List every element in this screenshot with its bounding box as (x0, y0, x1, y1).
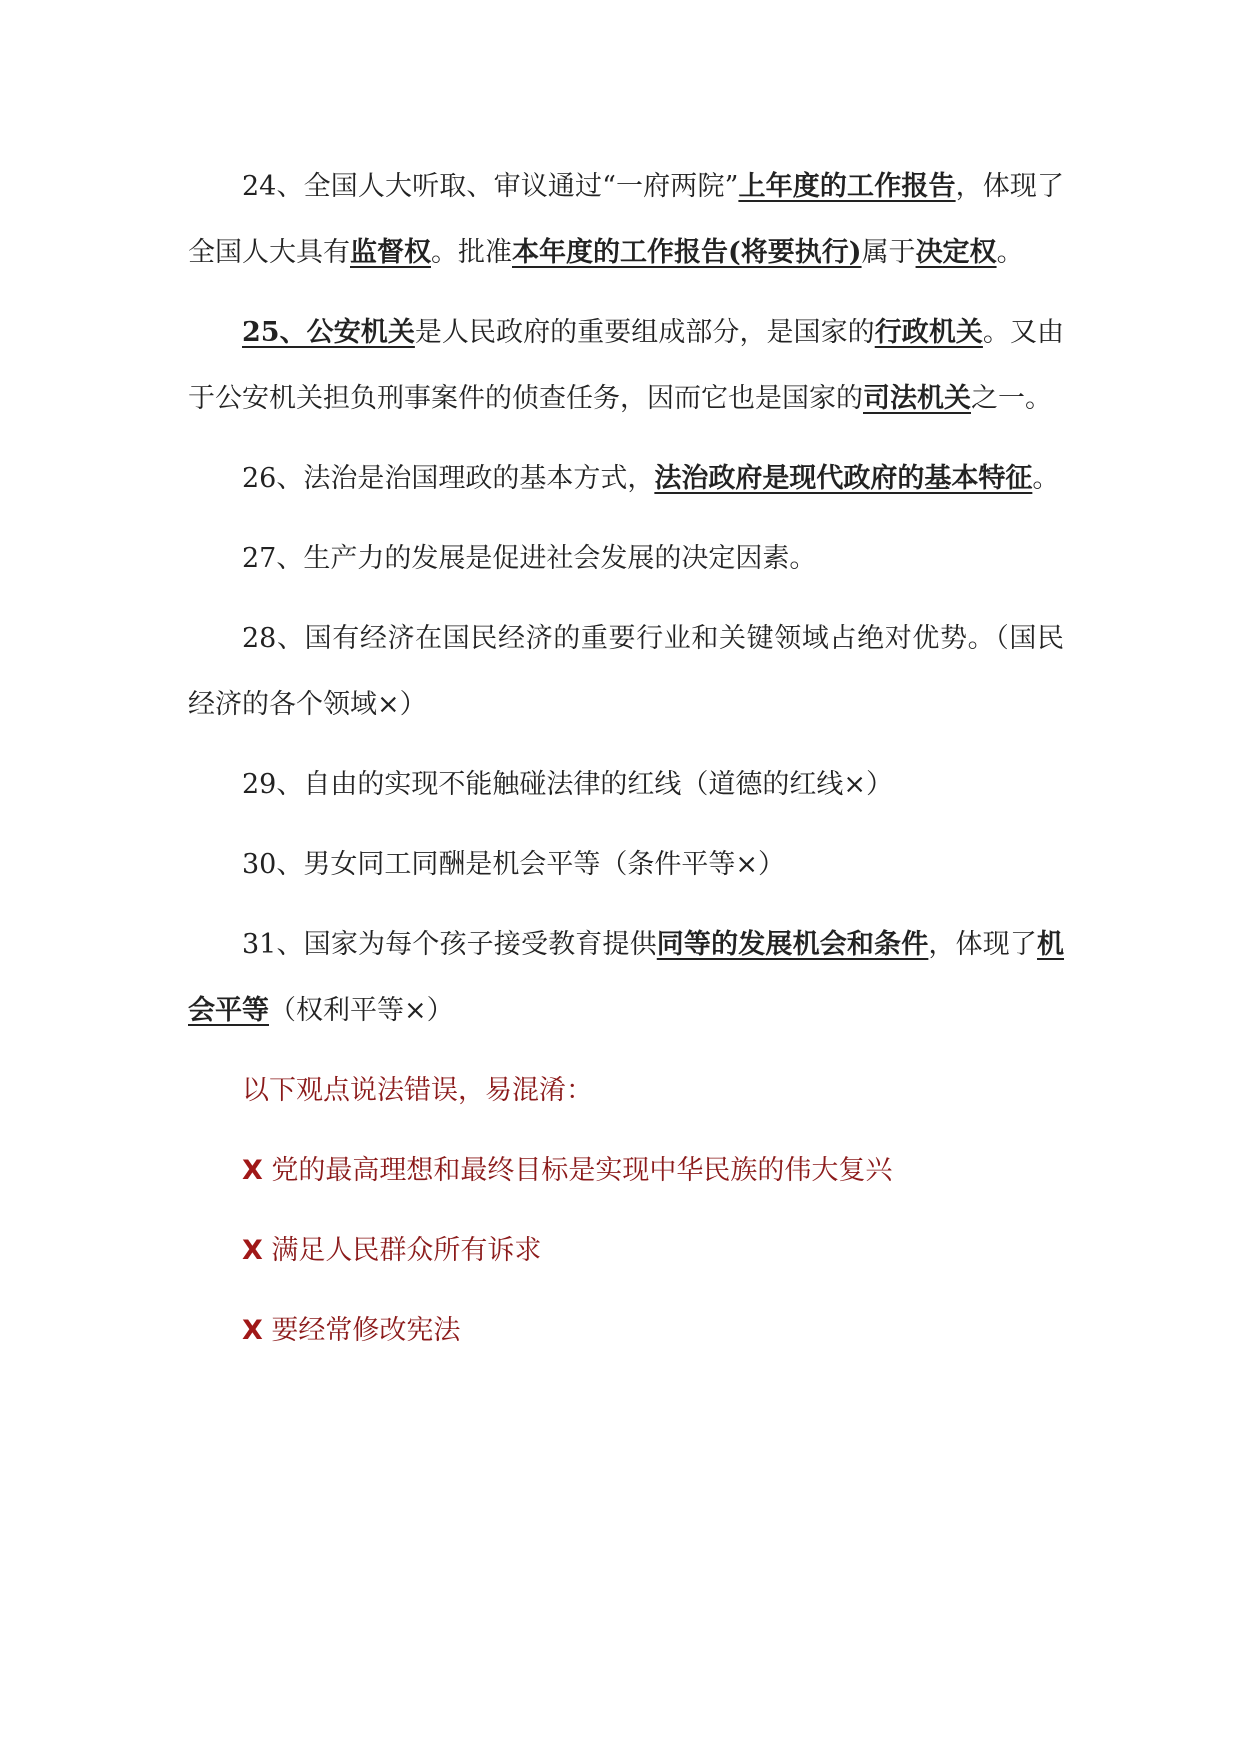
item-25-text-2: 。又由于公安机关担负刑事案件的侦查任务，因而它也是国家的 (188, 317, 1065, 414)
item-24-key-3: 本年度的工作报告(将要执行) (512, 237, 862, 268)
document-page (188, 154, 1064, 1364)
item-27 (188, 526, 1064, 592)
item-28 (188, 606, 1064, 738)
error-item (188, 1218, 1064, 1284)
x-mark-icon: X (242, 1315, 263, 1346)
item-24-text-4: 属于 (861, 237, 916, 268)
item-26-text-1: 26、法治是治国理政的基本方式， (242, 463, 655, 494)
item-24-text-2: ，体现了全国人大具有 (188, 171, 1065, 268)
item-27-text: 27、生产力的发展是促进社会发展的决定因素。 (242, 543, 817, 574)
item-30-text: 30、男女同工同酬是机会平等（条件平等×） (242, 849, 785, 880)
error-item-text: 党的最高理想和最终目标是实现中华民族的伟大复兴 (271, 1155, 893, 1186)
item-31-text-2: ，体现了 (928, 929, 1038, 960)
x-mark-icon: X (242, 1155, 263, 1186)
x-mark-icon: X (242, 1235, 263, 1266)
item-26 (188, 446, 1064, 512)
error-item (188, 1138, 1064, 1204)
item-24-key-1: 上年度的工作报告 (738, 171, 956, 202)
item-30 (188, 832, 1064, 898)
item-25-key-1: 25、公安机关 (242, 317, 415, 348)
item-24-text-5: 。 (996, 237, 1024, 268)
item-25 (188, 300, 1064, 432)
item-31-key-2: 机会平等 (188, 929, 1065, 1026)
item-24-key-2: 监督权 (350, 237, 431, 268)
item-31 (188, 912, 1064, 1044)
item-26-text-2: 。 (1032, 463, 1060, 494)
item-25-text-3: 之一。 (971, 383, 1052, 414)
error-item-text: 要经常修改宪法 (271, 1315, 461, 1346)
item-31-text-1: 31、国家为每个孩子接受教育提供 (242, 929, 657, 960)
item-25-key-3: 司法机关 (863, 383, 971, 414)
item-25-text-1: 是人民政府的重要组成部分，是国家的 (414, 317, 875, 348)
item-28-text: 28、国有经济在国民经济的重要行业和关键领域占绝对优势。（国民经济的各个领域×） (188, 623, 1064, 720)
item-24-text-1: 24、全国人大听取、审议通过“一府两院” (242, 171, 739, 202)
item-24-text-3: 。批准 (431, 237, 512, 268)
error-item-text: 满足人民群众所有诉求 (271, 1235, 542, 1266)
item-29-text: 29、自由的实现不能触碰法律的红线（道德的红线×） (242, 769, 893, 800)
item-31-key-1: 同等的发展机会和条件 (656, 929, 929, 960)
error-item (188, 1298, 1064, 1364)
item-24 (188, 154, 1064, 286)
item-24-key-4: 决定权 (915, 237, 997, 268)
item-25-key-2: 行政机关 (874, 317, 983, 348)
item-31-text-3: （权利平等×） (269, 995, 454, 1026)
item-26-key-1: 法治政府是现代政府的基本特征 (654, 463, 1033, 494)
errors-heading: 以下观点说法错误，易混淆： (242, 1075, 593, 1106)
item-29 (188, 752, 1064, 818)
